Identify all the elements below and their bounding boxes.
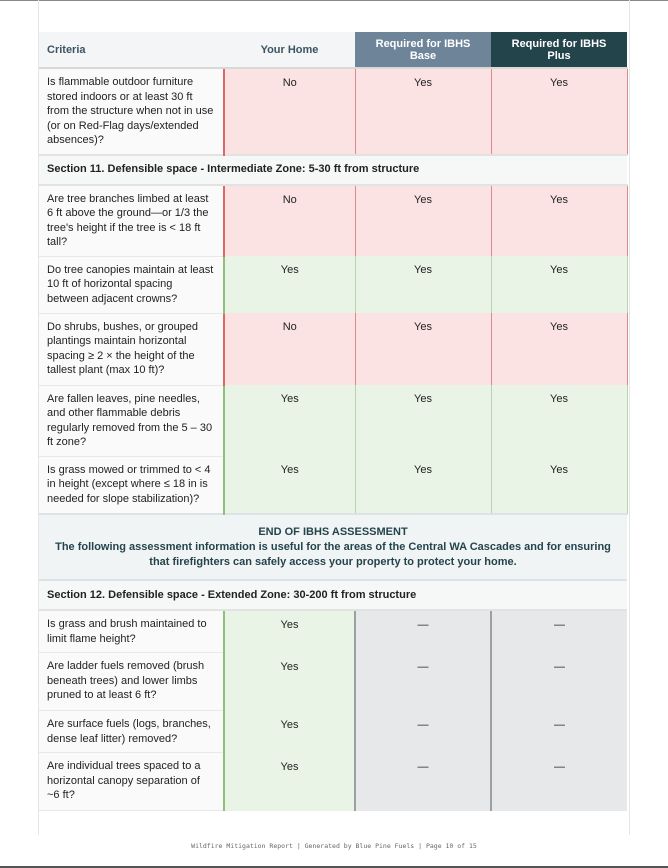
plus-cell: Yes [491, 185, 627, 257]
criteria-cell: Is grass mowed or trimmed to < 4 in height (except where ≤ 18 in is needed for slope stabilization)? [39, 456, 224, 514]
plus-cell: Yes [491, 456, 627, 514]
plus-cell: — [491, 711, 627, 753]
header-criteria: Criteria [39, 32, 224, 68]
criteria-cell: Are individual trees spaced to a horizontal canopy separation of ~6 ft? [39, 753, 224, 811]
home-cell: Yes [224, 711, 355, 753]
plus-cell: Yes [491, 256, 627, 313]
header-your-home: Your Home [224, 32, 355, 68]
plus-cell: — [491, 653, 627, 711]
criteria-cell: Is flammable outdoor furniture stored indoors or at least 30 ft from the structure when not in use (or on Red-Flag days/extended absences)? [39, 68, 224, 155]
section-12-heading: Section 12. Defensible space - Extended Zone: 30-200 ft from structure [39, 580, 627, 610]
home-cell: No [224, 313, 355, 385]
header-row [39, 32, 627, 68]
home-cell: Yes [224, 653, 355, 711]
plus-cell: Yes [491, 313, 627, 385]
base-cell: Yes [355, 313, 491, 385]
section-row [39, 155, 627, 185]
page-footer: Wildfire Mitigation Report | Generated by Blue Pine Fuels | Page 10 of 15 [191, 842, 477, 850]
table-row [39, 753, 627, 811]
plus-cell: — [491, 753, 627, 811]
home-cell: No [224, 185, 355, 257]
base-cell: — [355, 711, 491, 753]
header-ibhs-base: Required for IBHS Base [355, 32, 491, 68]
table-row [39, 385, 627, 456]
table-row [39, 456, 627, 514]
criteria-cell: Are ladder fuels removed (brush beneath trees) and lower limbs pruned to at least 6 ft? [39, 653, 224, 711]
base-cell: Yes [355, 456, 491, 514]
criteria-cell: Are surface fuels (logs, branches, dense leaf litter) removed? [39, 711, 224, 753]
criteria-cell: Are tree branches limbed at least 6 ft above the ground—or 1/3 the tree's height if the tree is < 18 ft tall? [39, 185, 224, 257]
plus-cell: Yes [491, 385, 627, 456]
criteria-cell: Do shrubs, bushes, or grouped plantings maintain horizontal spacing ≥ 2 × the height of the tallest plant (max 10 ft)? [39, 313, 224, 385]
end-notice-text: The following assessment information is useful for the areas of the Central WA Cascades and for ensuring that firefighters can safely access your property to protect your home. [55, 540, 611, 568]
assessment-table [39, 32, 628, 811]
base-cell: — [355, 753, 491, 811]
table-row [39, 313, 627, 385]
criteria-cell: Are fallen leaves, pine needles, and other flammable debris regularly removed from the 5 – 30 ft zone? [39, 385, 224, 456]
end-notice-row [39, 514, 627, 580]
base-cell: Yes [355, 256, 491, 313]
plus-cell: — [491, 610, 627, 653]
home-cell: Yes [224, 753, 355, 811]
table-row [39, 653, 627, 711]
home-cell: No [224, 68, 355, 155]
table-row [39, 256, 627, 313]
table-row [39, 185, 627, 257]
section-11-heading: Section 11. Defensible space - Intermediate Zone: 5-30 ft from structure [39, 155, 627, 185]
end-notice-title: END OF IBHS ASSESSMENT [258, 525, 408, 538]
criteria-cell: Do tree canopies maintain at least 10 ft of horizontal spacing between adjacent crowns? [39, 256, 224, 313]
home-cell: Yes [224, 456, 355, 514]
base-cell: Yes [355, 185, 491, 257]
header-ibhs-plus: Required for IBHS Plus [491, 32, 627, 68]
home-cell: Yes [224, 385, 355, 456]
base-cell: — [355, 653, 491, 711]
plus-cell: Yes [491, 68, 627, 155]
base-cell: Yes [355, 68, 491, 155]
base-cell: Yes [355, 385, 491, 456]
table-row [39, 610, 627, 653]
home-cell: Yes [224, 610, 355, 653]
end-notice [39, 514, 627, 580]
section-row [39, 580, 627, 610]
table-row [39, 68, 627, 155]
criteria-cell: Is grass and brush maintained to limit flame height? [39, 610, 224, 653]
table-row [39, 711, 627, 753]
home-cell: Yes [224, 256, 355, 313]
base-cell: — [355, 610, 491, 653]
